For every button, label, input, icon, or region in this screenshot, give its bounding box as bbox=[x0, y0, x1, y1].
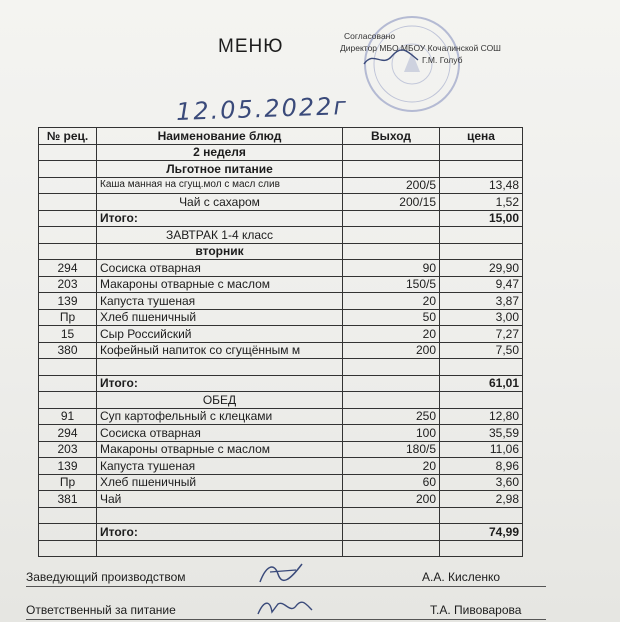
dish-price: 7,50 bbox=[440, 342, 523, 359]
breakfast-title: ЗАВТРАК 1-4 класс bbox=[97, 227, 343, 244]
dish-name: Капуста тушеная bbox=[97, 458, 343, 475]
dish-code: Пр bbox=[39, 309, 97, 326]
total-value: 61,01 bbox=[440, 375, 523, 392]
dish-portion: 100 bbox=[343, 425, 440, 442]
manager-role: Заведующий производством bbox=[26, 570, 186, 584]
total-row bbox=[39, 210, 523, 227]
dish-name: Макароны отварные с маслом bbox=[97, 441, 343, 458]
dish-name: Сыр Российский bbox=[97, 326, 343, 343]
nutrition-role: Ответственный за питание bbox=[26, 603, 176, 617]
header-price: цена bbox=[440, 128, 523, 145]
dish-price: 2,98 bbox=[440, 491, 523, 508]
dish-name: Каша манная на сгущ.мол с масл слив bbox=[97, 177, 343, 194]
table-row bbox=[39, 408, 523, 425]
dish-code: 139 bbox=[39, 458, 97, 475]
dish-code: Пр bbox=[39, 474, 97, 491]
section-row bbox=[39, 392, 523, 409]
dish-price: 29,90 bbox=[440, 260, 523, 277]
dish-code: 381 bbox=[39, 491, 97, 508]
total-label: Итого: bbox=[97, 375, 343, 392]
dish-code: 380 bbox=[39, 342, 97, 359]
dish-price: 9,47 bbox=[440, 276, 523, 293]
dish-price: 13,48 bbox=[440, 177, 523, 194]
menu-date: 12.05.2022г bbox=[175, 92, 349, 126]
total-value: 15,00 bbox=[440, 210, 523, 227]
table-row bbox=[39, 276, 523, 293]
table-row bbox=[39, 425, 523, 442]
dish-code: 91 bbox=[39, 408, 97, 425]
dish-code: 294 bbox=[39, 425, 97, 442]
table-row bbox=[39, 194, 523, 211]
menu-table bbox=[38, 127, 523, 557]
total-row bbox=[39, 375, 523, 392]
breakfast-day: вторник bbox=[97, 243, 343, 260]
dish-portion: 180/5 bbox=[343, 441, 440, 458]
director-signature-icon bbox=[362, 46, 422, 70]
dish-price: 11,06 bbox=[440, 441, 523, 458]
approval-director-name: Г.М. Голуб bbox=[422, 55, 463, 65]
dish-portion: 200/5 bbox=[343, 177, 440, 194]
table-row bbox=[39, 309, 523, 326]
dish-name: Хлеб пшеничный bbox=[97, 474, 343, 491]
preferential-title: Льготное питание bbox=[97, 161, 343, 178]
table-header bbox=[39, 128, 523, 145]
table-row bbox=[39, 293, 523, 310]
blank-row bbox=[39, 507, 523, 524]
dish-portion: 60 bbox=[343, 474, 440, 491]
dish-portion: 200/15 bbox=[343, 194, 440, 211]
table-row bbox=[39, 326, 523, 343]
total-value: 74,99 bbox=[440, 524, 523, 541]
dish-price: 12,80 bbox=[440, 408, 523, 425]
total-label: Итого: bbox=[97, 524, 343, 541]
section-row bbox=[39, 227, 523, 244]
week-label: 2 неделя bbox=[97, 144, 343, 161]
lunch-title: ОБЕД bbox=[97, 392, 343, 409]
nutrition-name: Т.А. Пивоварова bbox=[430, 603, 522, 617]
nutrition-signature-icon bbox=[254, 596, 314, 620]
dish-portion: 20 bbox=[343, 293, 440, 310]
dish-price: 35,59 bbox=[440, 425, 523, 442]
dish-price: 3,00 bbox=[440, 309, 523, 326]
table-row bbox=[39, 441, 523, 458]
dish-portion: 150/5 bbox=[343, 276, 440, 293]
dish-portion: 20 bbox=[343, 458, 440, 475]
week-row bbox=[39, 144, 523, 161]
dish-price: 3,87 bbox=[440, 293, 523, 310]
dish-name: Капуста тушеная bbox=[97, 293, 343, 310]
table-row bbox=[39, 177, 523, 194]
dish-name: Чай bbox=[97, 491, 343, 508]
dish-name: Сосиска отварная bbox=[97, 425, 343, 442]
total-label: Итого: bbox=[97, 210, 343, 227]
dish-name: Чай с сахаром bbox=[97, 194, 343, 211]
table-row bbox=[39, 458, 523, 475]
dish-portion: 250 bbox=[343, 408, 440, 425]
document-title: МЕНЮ bbox=[218, 36, 284, 57]
dish-code: 203 bbox=[39, 441, 97, 458]
dish-portion: 20 bbox=[343, 326, 440, 343]
dish-name: Хлеб пшеничный bbox=[97, 309, 343, 326]
dish-name: Макароны отварные с маслом bbox=[97, 276, 343, 293]
header-portion: Выход bbox=[343, 128, 440, 145]
dish-portion: 90 bbox=[343, 260, 440, 277]
manager-signature-icon bbox=[256, 560, 306, 586]
dish-price: 7,27 bbox=[440, 326, 523, 343]
total-row bbox=[39, 524, 523, 541]
dish-price: 1,52 bbox=[440, 194, 523, 211]
header-code: № рец. bbox=[39, 128, 97, 145]
header-name: Наименование блюд bbox=[97, 128, 343, 145]
dish-name: Кофейный напиток со сгущённым м bbox=[97, 342, 343, 359]
table-row bbox=[39, 260, 523, 277]
dish-code: 15 bbox=[39, 326, 97, 343]
section-row bbox=[39, 243, 523, 260]
dish-code: 203 bbox=[39, 276, 97, 293]
approval-director: Директор МБО МБОУ Кочалинской СОШ bbox=[340, 43, 501, 53]
dish-name: Суп картофельный с клецками bbox=[97, 408, 343, 425]
signature-line bbox=[26, 586, 546, 587]
dish-portion: 200 bbox=[343, 491, 440, 508]
blank-row bbox=[39, 359, 523, 376]
table-row bbox=[39, 491, 523, 508]
dish-portion: 200 bbox=[343, 342, 440, 359]
section-row bbox=[39, 161, 523, 178]
blank-row bbox=[39, 540, 523, 557]
dish-price: 8,96 bbox=[440, 458, 523, 475]
table-row bbox=[39, 342, 523, 359]
approval-heading: Согласовано bbox=[344, 31, 396, 41]
dish-code: 139 bbox=[39, 293, 97, 310]
dish-code: 294 bbox=[39, 260, 97, 277]
dish-name: Сосиска отварная bbox=[97, 260, 343, 277]
dish-price: 3,60 bbox=[440, 474, 523, 491]
manager-name: А.А. Кисленко bbox=[422, 570, 501, 584]
dish-portion: 50 bbox=[343, 309, 440, 326]
table-row bbox=[39, 474, 523, 491]
